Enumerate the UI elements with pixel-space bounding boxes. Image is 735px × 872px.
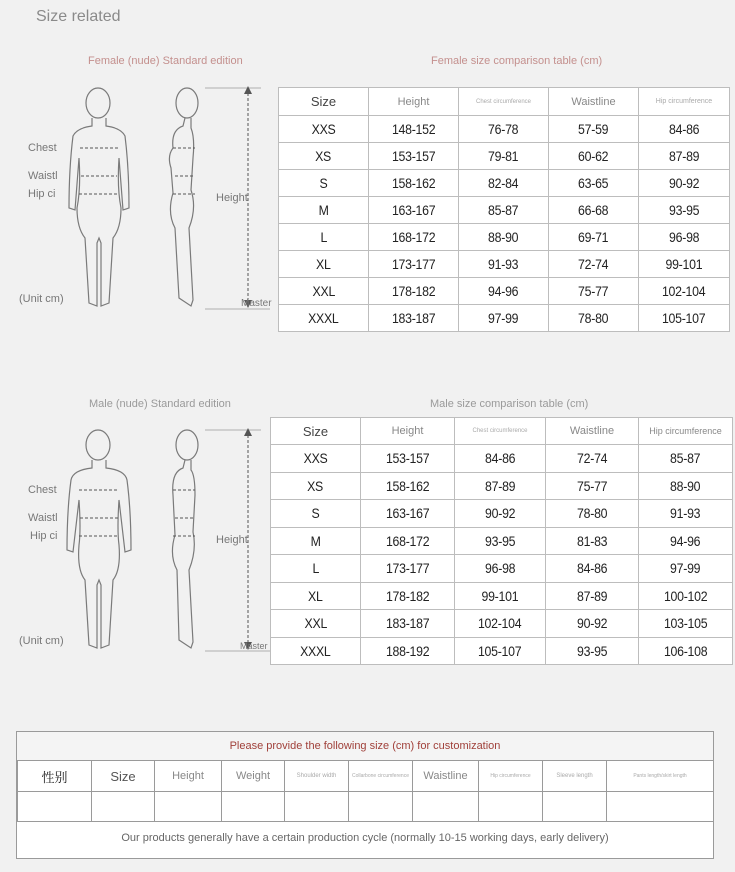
height-cell: 153-157 [369,143,459,170]
waist-cell: 84-86 [546,555,639,583]
height-cell: 158-162 [361,472,455,500]
hip-cell: 90-92 [639,170,730,197]
table-row [279,278,730,305]
chest-cell: 105-107 [455,637,546,665]
waist-cell: 87-89 [546,582,639,610]
table-header-row [271,418,733,445]
waist-cell: 66-68 [549,197,639,224]
table-row [279,116,730,143]
waist-cell: 57-59 [549,116,639,143]
table-row [271,610,733,638]
header-size: Size [279,88,369,116]
waist-cell: 60-62 [549,143,639,170]
size-cell: M [279,197,369,224]
height-input[interactable] [155,792,222,822]
female-side-body [169,118,193,306]
table-row [279,305,730,332]
header-hip: Hip circumference [639,88,730,116]
size-cell: S [271,500,361,528]
waist-cell: 72-74 [546,445,639,473]
header-chest: Chest circumference [455,418,546,445]
height-cell: 163-167 [361,500,455,528]
table-row [271,637,733,665]
sleeve-length-input[interactable] [543,792,607,822]
page-title: Size related [36,8,121,25]
gender-input[interactable] [18,792,92,822]
female-size-table [278,87,730,332]
collarbone-field-label: Collarbone circumference [349,761,413,792]
size-cell: XXL [279,278,369,305]
hip-cell: 99-101 [639,251,730,278]
height-cell: 183-187 [361,610,455,638]
weight-field-label: Weight [222,761,285,792]
header-height: Height [361,418,455,445]
size-cell: XL [279,251,369,278]
height-cell: 148-152 [369,116,459,143]
height-cell: 168-172 [369,224,459,251]
height-cell: 163-167 [369,197,459,224]
size-cell: XXL [271,610,361,638]
chest-cell: 96-98 [455,555,546,583]
height-cell: 173-177 [369,251,459,278]
female-waist-label: Waistl [28,170,58,182]
male-master-label: Master [240,641,268,651]
weight-input[interactable] [222,792,285,822]
size-cell: S [279,170,369,197]
table-row [271,472,733,500]
female-height-label: Height [216,192,248,204]
hip-cell: 105-107 [639,305,730,332]
chest-cell: 88-90 [459,224,549,251]
chest-cell: 94-96 [459,278,549,305]
waist-cell: 63-65 [549,170,639,197]
female-chest-label: Chest [28,142,57,154]
hip-cell: 85-87 [639,445,733,473]
male-size-table [270,417,733,665]
size-cell: XS [271,472,361,500]
table-row [271,527,733,555]
table-row [279,197,730,224]
chest-cell: 84-86 [455,445,546,473]
hip-cell: 106-108 [639,637,733,665]
hip-cell: 94-96 [639,527,733,555]
male-chest-label: Chest [28,484,57,496]
customization-title: Please provide the following size (cm) for customization [17,732,713,761]
female-side-head [176,88,198,118]
female-hip-label: Hip ci [28,188,56,200]
male-figure-caption: Male (nude) Standard edition [89,398,231,410]
waist-cell: 75-77 [546,472,639,500]
customization-header-row [18,761,714,792]
waistline-input[interactable] [413,792,479,822]
hip-input[interactable] [479,792,543,822]
male-waist-label: Waistl [28,512,58,524]
hip-cell: 88-90 [639,472,733,500]
production-cycle-note: Our products generally have a certain production cycle (normally 10-15 working days, early delivery) [121,832,609,844]
pants-length-field-label: Pants length/skirt length [607,761,714,792]
waist-cell: 78-80 [549,305,639,332]
table-row [271,445,733,473]
height-cell: 178-182 [361,582,455,610]
header-chest: Chest circumference [459,88,549,116]
chest-cell: 82-84 [459,170,549,197]
waist-cell: 90-92 [546,610,639,638]
hip-cell: 97-99 [639,555,733,583]
hip-cell: 102-104 [639,278,730,305]
waist-cell: 69-71 [549,224,639,251]
female-master-label: Master [241,298,272,309]
size-cell: XS [279,143,369,170]
male-side-body [172,460,195,648]
height-field-label: Height [155,761,222,792]
male-unit-label: (Unit cm) [19,635,64,647]
customization-grid [17,760,714,822]
customization-input-row [18,792,714,822]
waist-cell: 81-83 [546,527,639,555]
height-cell: 178-182 [369,278,459,305]
header-hip: Hip circumference [639,418,733,445]
height-cell: 188-192 [361,637,455,665]
table-row [279,143,730,170]
female-front-body [69,118,129,306]
waist-cell: 72-74 [549,251,639,278]
hip-cell: 103-105 [639,610,733,638]
sleeve-length-field-label: Sleeve length [543,761,607,792]
size-cell: XXXL [279,305,369,332]
table-header-row [279,88,730,116]
shoulder-width-input[interactable] [285,792,349,822]
waist-cell: 75-77 [549,278,639,305]
waist-cell: 93-95 [546,637,639,665]
male-table-caption: Male size comparison table (cm) [430,398,589,410]
size-cell: L [279,224,369,251]
male-side-head [176,430,198,460]
chest-cell: 91-93 [459,251,549,278]
size-cell: XXS [271,445,361,473]
table-row [279,224,730,251]
gender-field-label: 性别 [18,761,92,792]
table-row [279,170,730,197]
chest-cell: 79-81 [459,143,549,170]
table-row [271,555,733,583]
female-figure-caption: Female (nude) Standard edition [88,55,243,67]
header-height: Height [369,88,459,116]
male-hip-label: Hip ci [30,530,58,542]
customization-form [16,731,714,859]
hip-cell: 91-93 [639,500,733,528]
size-field-label: Size [92,761,155,792]
table-row [271,500,733,528]
height-cell: 158-162 [369,170,459,197]
size-cell: XXS [279,116,369,143]
hip-cell: 100-102 [639,582,733,610]
header-waist: Waistline [546,418,639,445]
male-front-head [86,430,110,460]
chest-cell: 87-89 [455,472,546,500]
height-cell: 168-172 [361,527,455,555]
female-unit-label: (Unit cm) [19,293,64,305]
size-cell: L [271,555,361,583]
table-row [271,582,733,610]
female-table-caption: Female size comparison table (cm) [431,55,603,67]
chest-cell: 97-99 [459,305,549,332]
chest-cell: 102-104 [455,610,546,638]
height-cell: 173-177 [361,555,455,583]
size-cell: XXXL [271,637,361,665]
male-front-body [67,460,131,648]
waistline-field-label: Waistline [413,761,479,792]
hip-field-label: Hip circumference [479,761,543,792]
height-cell: 153-157 [361,445,455,473]
size-cell: XL [271,582,361,610]
shoulder-width-field-label: Shoulder width [285,761,349,792]
collarbone-input[interactable] [349,792,413,822]
chest-cell: 76-78 [459,116,549,143]
chest-cell: 90-92 [455,500,546,528]
hip-cell: 96-98 [639,224,730,251]
chest-cell: 93-95 [455,527,546,555]
waist-cell: 78-80 [546,500,639,528]
chest-cell: 85-87 [459,197,549,224]
pants-length-input[interactable] [607,792,714,822]
male-height-label: Height [216,534,248,546]
hip-cell: 84-86 [639,116,730,143]
chest-cell: 99-101 [455,582,546,610]
size-cell: M [271,527,361,555]
female-front-head [86,88,110,118]
height-cell: 183-187 [369,305,459,332]
header-waist: Waistline [549,88,639,116]
table-row [279,251,730,278]
hip-cell: 87-89 [639,143,730,170]
header-size: Size [271,418,361,445]
hip-cell: 93-95 [639,197,730,224]
size-input[interactable] [92,792,155,822]
